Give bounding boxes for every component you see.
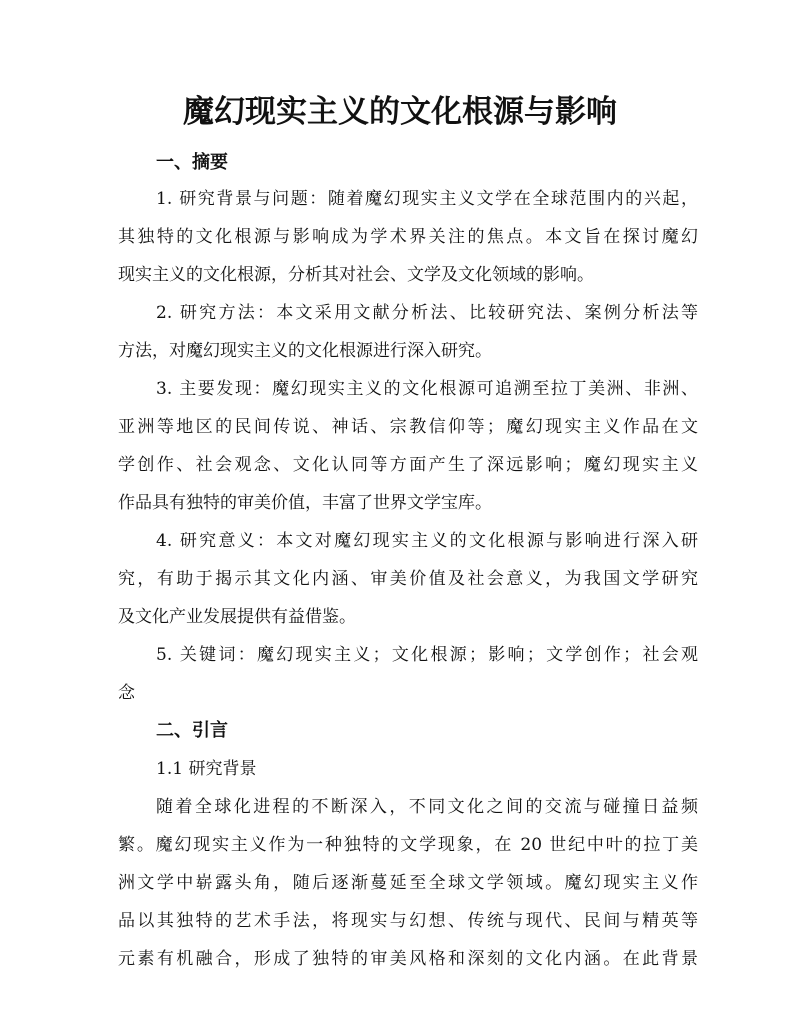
section-heading-introduction: 二、引言 [156,720,228,741]
text-line: 繁。魔幻现实主义作为一种独特的文学现象，在 20 世纪中叶的拉丁美 [118,835,698,855]
text-line: 方法，对魔幻现实主义的文化根源进行深入研究。 [118,341,492,361]
subsection-heading: 1.1 研究背景 [156,759,257,779]
text-line: 1. 研究背景与问题：随着魔幻现实主义文学在全球范围内的兴起， [156,189,698,209]
text-line: 4. 研究意义：本文对魔幻现实主义的文化根源与影响进行深入研 [156,531,698,551]
text-line: 究，有助于揭示其文化内涵、审美价值及社会意义，为我国文学研究 [118,569,698,589]
text-line: 现实主义的文化根源，分析其对社会、文学及文化领域的影响。 [118,265,594,285]
text-line: 2. 研究方法：本文采用文献分析法、比较研究法、案例分析法等 [156,303,698,323]
document-title: 魔幻现实主义的文化根源与影响 [183,94,617,130]
text-line: 洲文学中崭露头角，随后逐渐蔓延至全球文学领域。魔幻现实主义作 [118,873,698,893]
text-line: 念 [118,683,135,703]
text-line: 3. 主要发现：魔幻现实主义的文化根源可追溯至拉丁美洲、非洲、 [156,379,698,399]
text-line: 随着全球化进程的不断深入，不同文化之间的交流与碰撞日益频 [156,797,698,817]
text-line: 其独特的文化根源与影响成为学术界关注的焦点。本文旨在探讨魔幻 [118,227,698,247]
text-line: 5. 关键词：魔幻现实主义；文化根源；影响；文学创作；社会观 [156,645,698,665]
text-line: 作品具有独特的审美价值，丰富了世界文学宝库。 [118,493,492,513]
section-heading-abstract: 一、摘要 [156,152,228,173]
text-line: 亚洲等地区的民间传说、神话、宗教信仰等；魔幻现实主义作品在文 [118,417,698,437]
text-line: 及文化产业发展提供有益借鉴。 [118,607,356,627]
text-line: 品以其独特的艺术手法，将现实与幻想、传统与现代、民间与精英等 [118,911,698,931]
text-line: 学创作、社会观念、文化认同等方面产生了深远影响；魔幻现实主义 [118,455,698,475]
text-line: 元素有机融合，形成了独特的审美风格和深刻的文化内涵。在此背景 [118,949,698,969]
